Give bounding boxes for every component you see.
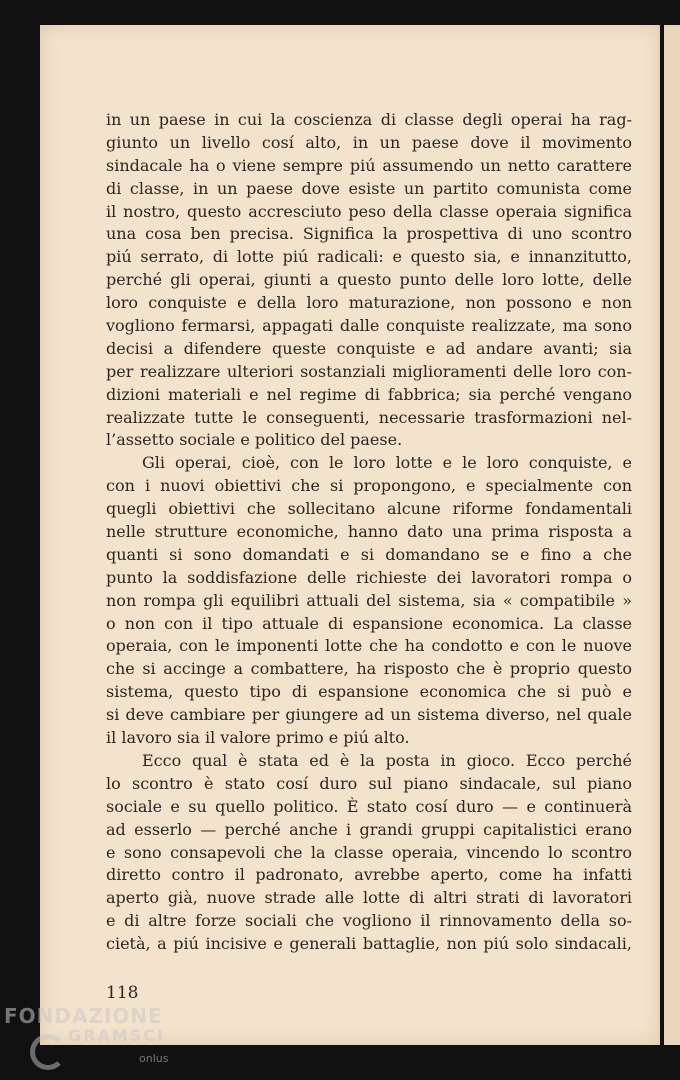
text-line: si deve cambiare per giungere ad un sistema diverso, nel quale [106,705,632,725]
text-line: decisi a difendere queste conquiste e ad andare avanti; sia [106,338,632,358]
text-line: cietà, a piú incisive e generali battaglie, non piú solo sindacali, [106,934,632,954]
page-number: 118 [106,983,139,1003]
text-line: non rompa gli equilibri attuali del sistema, sia « compatibile » [106,590,632,610]
text-line: sindacale ha o viene sempre piú assumendo un netto carattere [106,155,632,175]
watermark-g-icon [30,1034,66,1070]
text-line: per realizzare ulteriori sostanziali miglioramenti delle loro con- [106,361,632,381]
text-line: Gli operai, cioè, con le loro lotte e le loro conquiste, e [142,453,632,473]
text-line: il lavoro sia il valore primo e piú alto. [106,728,410,748]
adjacent-page-edge [664,25,680,1045]
text-line: operaia, con le imponenti lotte che ha condotto e con le nuove [106,636,632,656]
text-line: il nostro, questo accresciuto peso della classe operaia significa [106,201,632,221]
text-line: piú serrato, di lotte piú radicali: e questo sia, e innanzitutto, [106,247,632,267]
text-line: realizzate tutte le conseguenti, necessarie trasformazioni nel- [106,407,632,427]
text-line: una cosa ben precisa. Significa la prospettiva di uno scontro [106,224,632,244]
book-page [40,25,660,1045]
watermark-logo [4,1004,184,1076]
text-line: quanti si sono domandati e si domandano se e fino a che [106,544,632,564]
body-text [106,109,632,956]
text-line: Ecco qual è stata ed è la posta in gioco. Ecco perché [142,750,632,770]
watermark-line-1: FONDAZIONE [4,1004,163,1028]
text-line: e di altre forze sociali che vogliono il rinnovamento della so- [106,911,632,931]
text-line: lo scontro è stato cosí duro sul piano sindacale, sul piano [106,773,632,793]
text-line: aperto già, nuove strade alle lotte di altri strati di lavoratori [106,888,632,908]
text-line: quegli obiettivi che sollecitano alcune riforme fondamentali [106,499,632,519]
text-line: vogliono fermarsi, appagati dalle conquiste realizzate, ma sono [106,316,632,336]
text-line: sistema, questo tipo di espansione economica che si può e [106,682,632,702]
watermark-line-3: onlus [139,1052,169,1065]
text-line: con i nuovi obiettivi che si propongono, e specialmente con [106,476,632,496]
text-line: e sono consapevoli che la classe operaia, vincendo lo scontro [106,842,632,862]
text-line: dizioni materiali e nel regime di fabbrica; sia perché vengano [106,384,632,404]
text-line: di classe, in un paese dove esiste un partito comunista come [106,178,632,198]
text-line: ad esserlo — perché anche i grandi gruppi capitalistici erano [106,819,632,839]
text-line: sociale e su quello politico. È stato cosí duro — e continuerà [106,796,632,816]
watermark-line-2: GRAMSCI [68,1026,165,1045]
text-line: in un paese in cui la coscienza di classe degli operai ha rag- [106,110,632,129]
text-line: diretto contro il padronato, avrebbe aperto, come ha infatti [106,865,632,885]
text-line: punto la soddisfazione delle richieste dei lavoratori rompa o [106,567,632,587]
text-line: giunto un livello cosí alto, in un paese dove il movimento [106,132,632,152]
text-line: perché gli operai, giunti a questo punto delle loro lotte, delle [106,270,632,290]
text-line: l’assetto sociale e politico del paese. [106,430,403,450]
text-line: o non con il tipo attuale di espansione economica. La classe [106,613,632,633]
text-line: che si accinge a combattere, ha risposto che è proprio questo [106,659,632,679]
text-line: nelle strutture economiche, hanno dato una prima risposta a [106,522,632,542]
text-line: loro conquiste e della loro maturazione, non possono e non [106,293,632,313]
